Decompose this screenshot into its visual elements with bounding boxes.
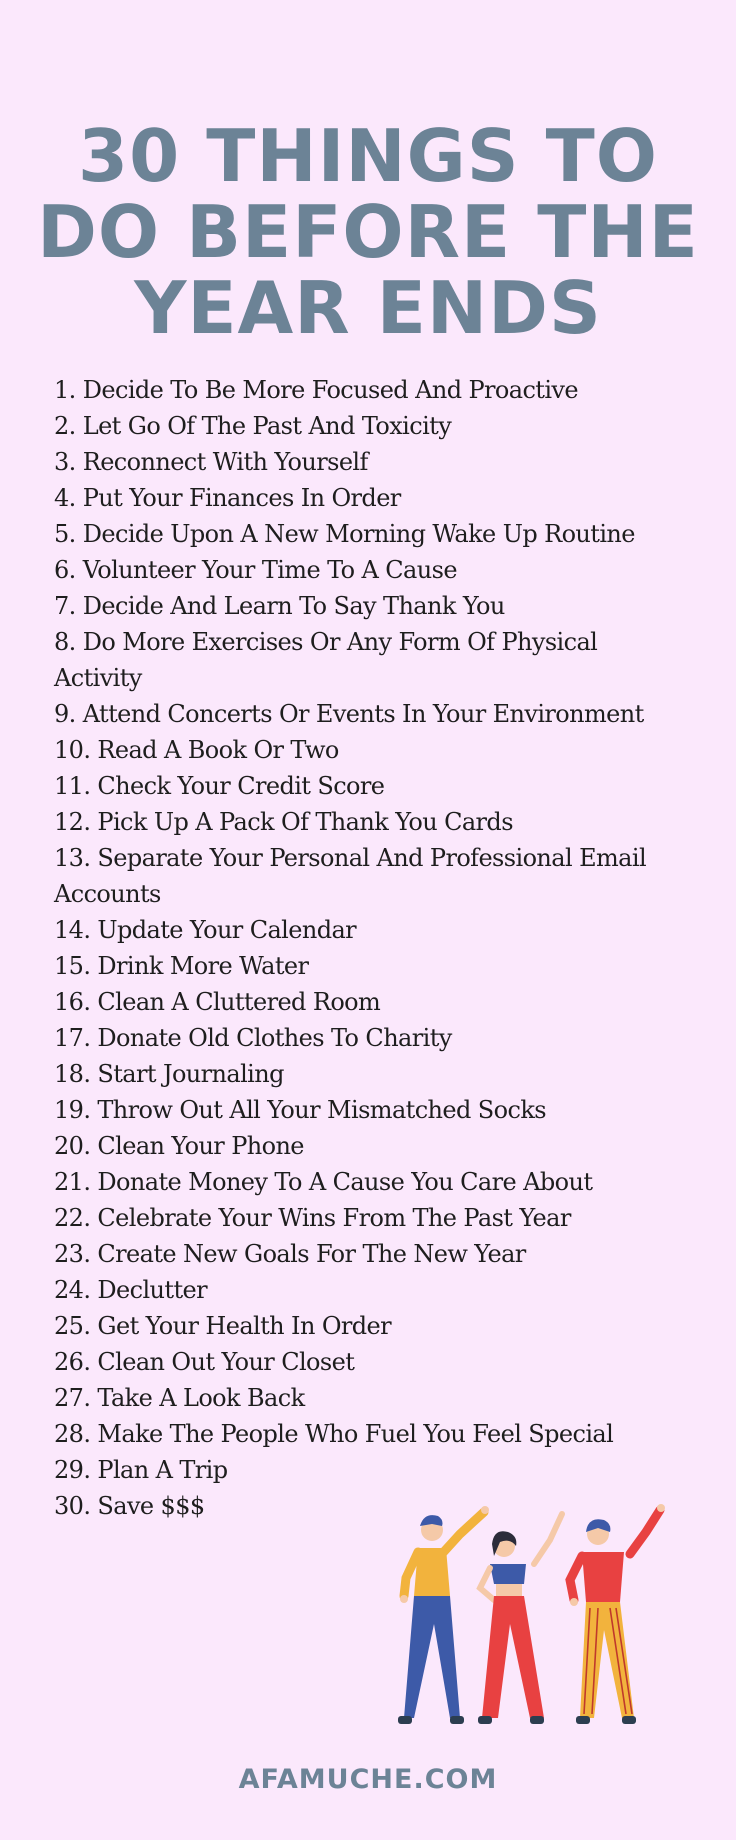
list-item: 8. Do More Exercises Or Any Form Of Physical Activity — [54, 628, 598, 692]
list-item: 14. Update Your Calendar — [54, 916, 357, 944]
list-item: 28. Make The People Who Fuel You Feel Special — [54, 1420, 614, 1448]
list-item: 21. Donate Money To A Cause You Care About — [54, 1168, 593, 1196]
list-item: 4. Put Your Finances In Order — [54, 484, 401, 512]
list-item: 6. Volunteer Your Time To A Cause — [54, 556, 457, 584]
list-item: 5. Decide Upon A New Morning Wake Up Routine — [54, 520, 635, 548]
list-item: 9. Attend Concerts Or Events In Your Environment — [54, 700, 644, 728]
list-item: 27. Take A Look Back — [54, 1384, 305, 1412]
things-list — [54, 372, 694, 1524]
list-item: 16. Clean A Cluttered Room — [54, 988, 381, 1016]
list-item: 1. Decide To Be More Focused And Proactive — [54, 376, 578, 404]
list-item: 22. Celebrate Your Wins From The Past Year — [54, 1204, 571, 1232]
list-item: 3. Reconnect With Yourself — [54, 448, 368, 476]
list-item: 10. Read A Book Or Two — [54, 736, 339, 764]
list-item: 18. Start Journaling — [54, 1060, 284, 1088]
page-title — [0, 114, 736, 350]
title-line-2: DO BEFORE THE — [37, 190, 699, 274]
list-item: 15. Drink More Water — [54, 952, 309, 980]
list-item: 23. Create New Goals For The New Year — [54, 1240, 526, 1268]
list-item: 17. Donate Old Clothes To Charity — [54, 1024, 452, 1052]
dancer-1-figure — [398, 1506, 489, 1724]
list-item: 30. Save $$$ — [54, 1492, 205, 1520]
list-item: 20. Clean Your Phone — [54, 1132, 304, 1160]
dancing-people-illustration — [384, 1504, 674, 1736]
list-item: 13. Separate Your Personal And Professional Email Accounts — [54, 844, 647, 908]
list-item: 19. Throw Out All Your Mismatched Socks — [54, 1096, 547, 1124]
list-item: 24. Declutter — [54, 1276, 207, 1304]
title-line-1: 30 THINGS TO — [77, 114, 659, 198]
list-item: 2. Let Go Of The Past And Toxicity — [54, 412, 452, 440]
list-item: 11. Check Your Credit Score — [54, 772, 385, 800]
site-url-footer: AFAMUCHE.COM — [238, 1764, 498, 1795]
list-item: 25. Get Your Health In Order — [54, 1312, 392, 1340]
dancer-2-figure — [478, 1514, 562, 1724]
title-line-3: YEAR ENDS — [134, 266, 602, 350]
list-item: 26. Clean Out Your Closet — [54, 1348, 355, 1376]
dancer-3-figure — [570, 1504, 665, 1724]
list-item: 12. Pick Up A Pack Of Thank You Cards — [54, 808, 513, 836]
list-item: 7. Decide And Learn To Say Thank You — [54, 592, 505, 620]
list-item: 29. Plan A Trip — [54, 1456, 228, 1484]
